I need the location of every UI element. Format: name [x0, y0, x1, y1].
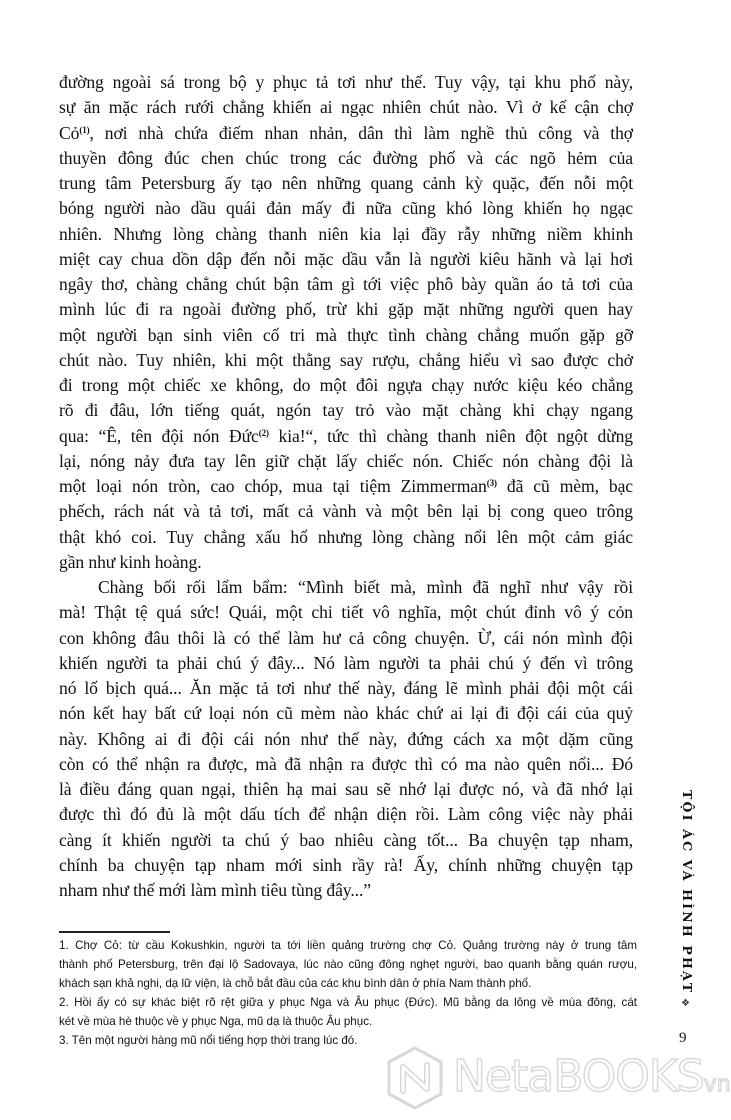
text-line	[59, 121, 633, 146]
text-line: là điều đáng quan ngại, thiên hạ mai sau sẽ nhớ lại được nó, và đã nhớ lại	[59, 779, 633, 799]
ornament-diamond-icon: ❖	[681, 998, 690, 1009]
text-line: ngây thơ, chàng chẳng chút bận tâm gì tới việc phô bày quần áo tả tơi của	[59, 274, 633, 294]
running-book-title: TỘI ÁC VÀ HÌNH PHẠT	[680, 790, 695, 995]
netabooks-watermark-logo	[383, 1043, 731, 1113]
text-line: sự ăn mặc rách rưới chẳng khiến ai ngạc nhiên chút nào. Vì ở kế cận chợ	[59, 97, 633, 118]
paragraph-1	[59, 70, 633, 575]
footnote-line: 2. Hồi ấy có sự khác biệt rõ rệt giữa y phục Nga và Âu phục (Đức). Mũ bằng da lông về mùa đông, cát	[59, 996, 637, 1009]
text-line	[59, 424, 633, 449]
text-line: một người bạn sinh viên cố tri mà thực tình chàng chẳng muốn gặp gỡ	[59, 324, 633, 345]
paragraph-2	[59, 575, 633, 903]
text-line: còn có thể nhận ra được, mà đã nhận ra được thì có ma nào quên nổi... Đó	[59, 753, 633, 774]
text-fragment: kia!“, tức thì chàng thanh niên đột ngột dừng	[268, 425, 633, 446]
text-line: khiến người ta phải chú ý đây... Nó làm người ta phải chú ý đến vì trông	[59, 652, 633, 673]
text-line: thuyền đông đúc chen chúc trong các đường phố và các ngõ hẻm của	[59, 147, 633, 168]
text-line: con không đâu thôi là có thể làm hư cả công chuyện. Ừ, cái nón mình đội	[59, 627, 633, 648]
footnote-line: 1. Chợ Cỏ: từ cầu Kokushkin, người ta tới liền quảng trường chợ Cỏ. Quảng trường này ở trung tâm	[59, 939, 637, 952]
text-line: trung tâm Petersburg ấy tạo nên những quang cảnh kỳ quặc, đến nỗi một	[59, 173, 633, 193]
footnote-line: két về mùa hè thuộc về y phục Nga, mũ dạ là thuộc Âu phục.	[59, 1015, 373, 1028]
text-line: mình lúc đi ra ngoài đường phố, trừ khi gặp mặt những người quen hay	[59, 299, 633, 320]
footnote-line: 3. Tên một người hàng mũ nổi tiếng hợp thời trang lúc đó.	[59, 1034, 358, 1047]
body-text	[59, 70, 633, 903]
page-number: 9	[679, 1030, 687, 1046]
text-line	[59, 474, 633, 499]
text-line: gần như kinh hoàng.	[59, 551, 202, 572]
text-line: nón kết hay bất cứ loại nón cũ mèm nào khác chứ ai lại đi đội cái của quỷ	[59, 703, 633, 724]
text-line: lại, nóng nảy đưa tay lên giữ chặt lấy chiếc nón. Chiếc nón chàng đội là	[59, 450, 633, 471]
watermark-text: NetaBOOKSvn	[453, 1051, 731, 1102]
netabooks-hexagon-icon	[383, 1045, 447, 1111]
text-line: nó lố bịch quá... Ăn mặc tả tơi như thế này, đáng lẽ mình phải đội một cái	[59, 678, 633, 698]
text-fragment: đã cũ mèm, bạc	[496, 476, 633, 496]
footnote-line: thành phố Petersburg, trên đại lộ Sadovaya, lúc nào cũng đông nghẹt người, bao quanh bằng quán rượu,	[59, 958, 637, 971]
footnote-separator	[59, 931, 170, 933]
text-fragment: , nơi nhà chứa điếm nhan nhản, dân thì làm nghề thủ công và thợ	[89, 122, 633, 143]
text-line: phếch, rách nát và tả tơi, mất cả vành và một bên lại bị cong queo trông	[59, 501, 633, 522]
text-line: Chàng bối rối lẩm bẩm: “Mình biết mà, mình đã nghĩ như vậy rồi	[98, 577, 633, 597]
text-line: này. Không ai đi đội cái nón như thế này, đứng cách xa một dặm cũng	[59, 728, 633, 749]
text-line: chút nào. Tuy nhiên, khi một thằng say rượu, chẳng hiểu vì sao được chở	[59, 349, 633, 370]
text-line: miệt cay chua dồn dập đến nỗi mặc dầu vẫn là người kiêu hãnh và lại hơi	[59, 248, 633, 269]
footnote-ref-1[interactable]: (1)	[79, 124, 90, 135]
footnote-ref-3[interactable]: (3)	[486, 478, 497, 488]
text-line: mà! Thật tệ quá sức! Quái, một chi tiết vô nghĩa, một chút đỉnh vô ý cỏn	[59, 602, 633, 623]
text-line: nhiên. Nhưng lòng chàng thanh niên kia lại đầy rẫy những niềm khinh	[59, 223, 633, 244]
text-fragment: Cỏ	[59, 122, 80, 143]
text-line: càng ít khiến người ta chú ý bao nhiêu càng tốt... Ba chuyện tạp nham,	[59, 829, 633, 850]
text-fragment: một loại nón tròn, cao chóp, mua tại tiệm Zimmerman	[59, 476, 487, 496]
text-line: rõ đi đâu, lớn tiếng quát, ngón tay trỏ vào mặt chàng khi chạy ngang	[59, 400, 633, 421]
footnote-ref-2[interactable]: (2)	[258, 427, 269, 438]
text-fragment: qua: “Ê, tên đội nón Đức	[59, 425, 259, 446]
text-line: đường ngoài sá trong bộ y phục tả tơi như thế. Tuy vậy, tại khu phố này,	[59, 72, 633, 92]
footnote-line: khách sạn khả nghi, dạ lữ viện, là chỗ bắt đầu của các khu bình dân ở phía Nam thành phố.	[59, 977, 532, 990]
text-line: chính ba chuyện tạp nham mới sinh rầy rà! Ấy, chính những chuyện tạp	[59, 854, 633, 875]
text-line: được thì đó đủ là một dấu tích để nhận diện rồi. Làm công việc này phải	[59, 804, 633, 825]
text-line: đi trong một chiếc xe không, do một đôi ngựa chạy nước kiệu kéo chẳng	[59, 375, 633, 395]
footnotes	[59, 936, 637, 1050]
text-line: bóng người nào dầu quái đản mấy đi nữa cũng khó lòng khiến họ ngạc	[59, 198, 633, 219]
text-line: thật khó coi. Tuy chẳng xấu hổ nhưng lòng chàng nổi lên một cảm giác	[59, 526, 633, 547]
text-line: nham như thế mới làm mình tiêu tùng đây...”	[59, 880, 371, 900]
